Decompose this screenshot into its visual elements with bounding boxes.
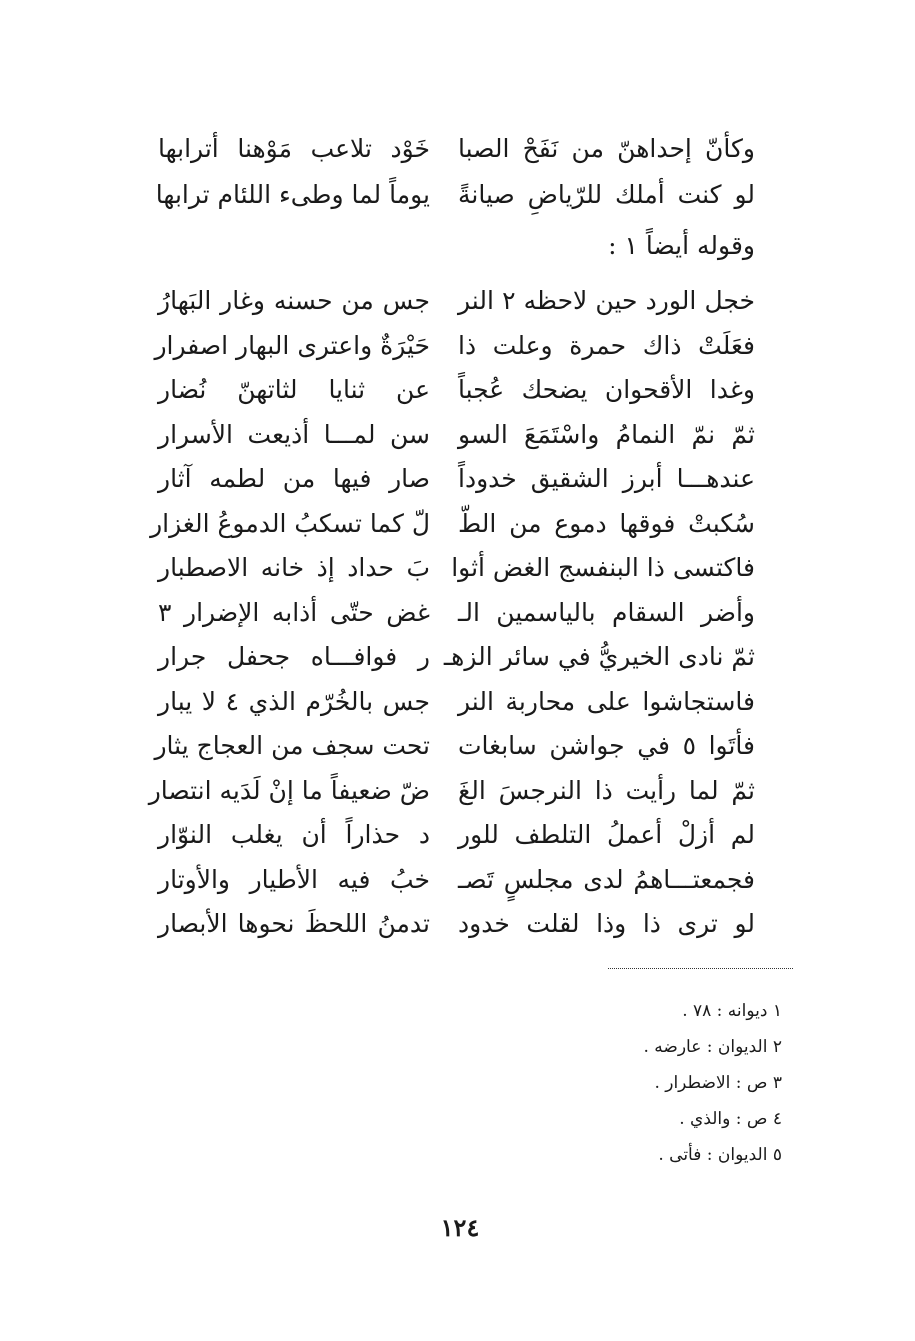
footnote: ٢ الديوان : عارضه .: [643, 1037, 782, 1057]
verse-first-hemistich: فعَلَتْ ذاك حمرة وعلت ذا: [458, 330, 755, 360]
verse-line: [0, 367, 915, 413]
verse-second-hemistich: ر فوافـــاه جحفل جرار: [158, 642, 430, 671]
section-heading: وقوله أيضاً ١ :: [608, 231, 755, 260]
verse-first-hemistich: وأضر السقام بالياسمين الـ: [458, 597, 755, 627]
verse-second-hemistich: عن ثنايا لثاتهنّ نُضار: [158, 375, 430, 404]
verse-second-hemistich: بَ حداد إذ خانه الاصطبار: [158, 553, 430, 582]
footnote: ١ ديوانه : ٧٨ .: [682, 1001, 782, 1021]
verse-second-hemistich: تدمنُ اللحظَ نحوها الأبصار: [158, 909, 430, 938]
footnote: ٤ ص : والذي .: [679, 1109, 782, 1129]
verse-second-hemistich: صار فيها من لطمه آثار: [158, 464, 430, 493]
footnote: ٣ ص : الاضطرار .: [654, 1073, 782, 1093]
verse-second-hemistich: سن لمـــا أذيعت الأسرار: [158, 419, 430, 449]
verse-line: [0, 126, 915, 172]
verse-line: [0, 812, 915, 858]
verse-first-hemistich: وغدا الأقحوان يضحك عُجباً: [458, 375, 755, 404]
footnote-divider: [608, 968, 793, 969]
verse-second-hemistich: تحت سجف من العجاج يثار: [154, 731, 430, 760]
verse-second-hemistich: خبُ فيه الأطيار والأوتار: [158, 864, 430, 894]
verse-first-hemistich: ثمّ لما رأيت ذا النرجسَ الغَ: [458, 775, 755, 805]
verse-first-hemistich: فأتَوا ٥ في جواشن سابغات: [458, 731, 755, 760]
verse-second-hemistich: خَوْد تلاعب مَوْهنا أترابها: [158, 134, 430, 163]
verse-second-hemistich: جس من حسنه وغار البَهارُ: [158, 286, 430, 315]
verse-first-hemistich: وكأنّ إحداهنّ من نَفَحْ الصبا: [458, 134, 755, 163]
verse-second-hemistich: لّ كما تسكبُ الدموعُ الغزار: [150, 508, 430, 538]
verse-second-hemistich: جس بالخُرّم الذي ٤ لا يبار: [158, 686, 430, 716]
verse-first-hemistich: فاستجاشوا على محاربة النر: [458, 686, 755, 716]
verse-first-hemistich: فجمعتـــاهمُ لدى مجلسٍ تَصـ: [458, 864, 755, 894]
verse-second-hemistich: غض حتّى أذابه الإضرار ٣: [158, 597, 430, 627]
verse-line: [0, 545, 915, 591]
verse-line: [0, 590, 915, 636]
verse-line: [0, 323, 915, 369]
verse-line: [0, 412, 915, 458]
verse-first-hemistich: عندهـــا أبرز الشقيق خدوداً: [458, 464, 755, 493]
verse-first-hemistich: ثمّ نادى الخيريُّ في سائر الزهـ: [443, 642, 755, 671]
verse-line: [0, 634, 915, 680]
verse-line: [0, 857, 915, 903]
verse-line: [0, 679, 915, 725]
verse-line: [0, 501, 915, 547]
verse-first-hemistich: خجل الورد حين لاحظه ٢ النر: [458, 286, 755, 315]
verse-line: [0, 172, 915, 218]
verse-second-hemistich: د حذاراً أن يغلب النوّار: [158, 820, 430, 849]
verse-line: [0, 278, 915, 324]
verse-first-hemistich: لو كنت أملك للرّياضِ صيانةً: [458, 180, 755, 209]
verse-first-hemistich: لم أزلْ أعملُ التلطف للور: [458, 820, 755, 849]
verse-first-hemistich: لو ترى ذا وذا لقلت خدود: [458, 909, 755, 938]
verse-first-hemistich: فاكتسى ذا البنفسج الغض أثوا: [451, 553, 755, 582]
verse-line: [0, 768, 915, 814]
verse-line: [0, 456, 915, 502]
verse-line: [0, 723, 915, 769]
verse-second-hemistich: ضّ ضعيفاً ما إنْ لَدَيه انتصار: [148, 775, 430, 805]
footnote: ٥ الديوان : فأتى .: [658, 1145, 782, 1165]
page-number: ١٢٤: [440, 1213, 480, 1242]
verse-second-hemistich: حَيْرَةٌ واعترى البهار اصفرار: [154, 330, 430, 360]
verse-second-hemistich: يوماً لما وطىء اللئام ترابها: [155, 180, 430, 209]
verse-first-hemistich: سُكبتْ فوقها دموع من الطّ: [458, 508, 755, 538]
verse-first-hemistich: ثمّ نمّ النمامُ واسْتَمَعَ السو: [458, 419, 755, 449]
verse-line: [0, 901, 915, 947]
